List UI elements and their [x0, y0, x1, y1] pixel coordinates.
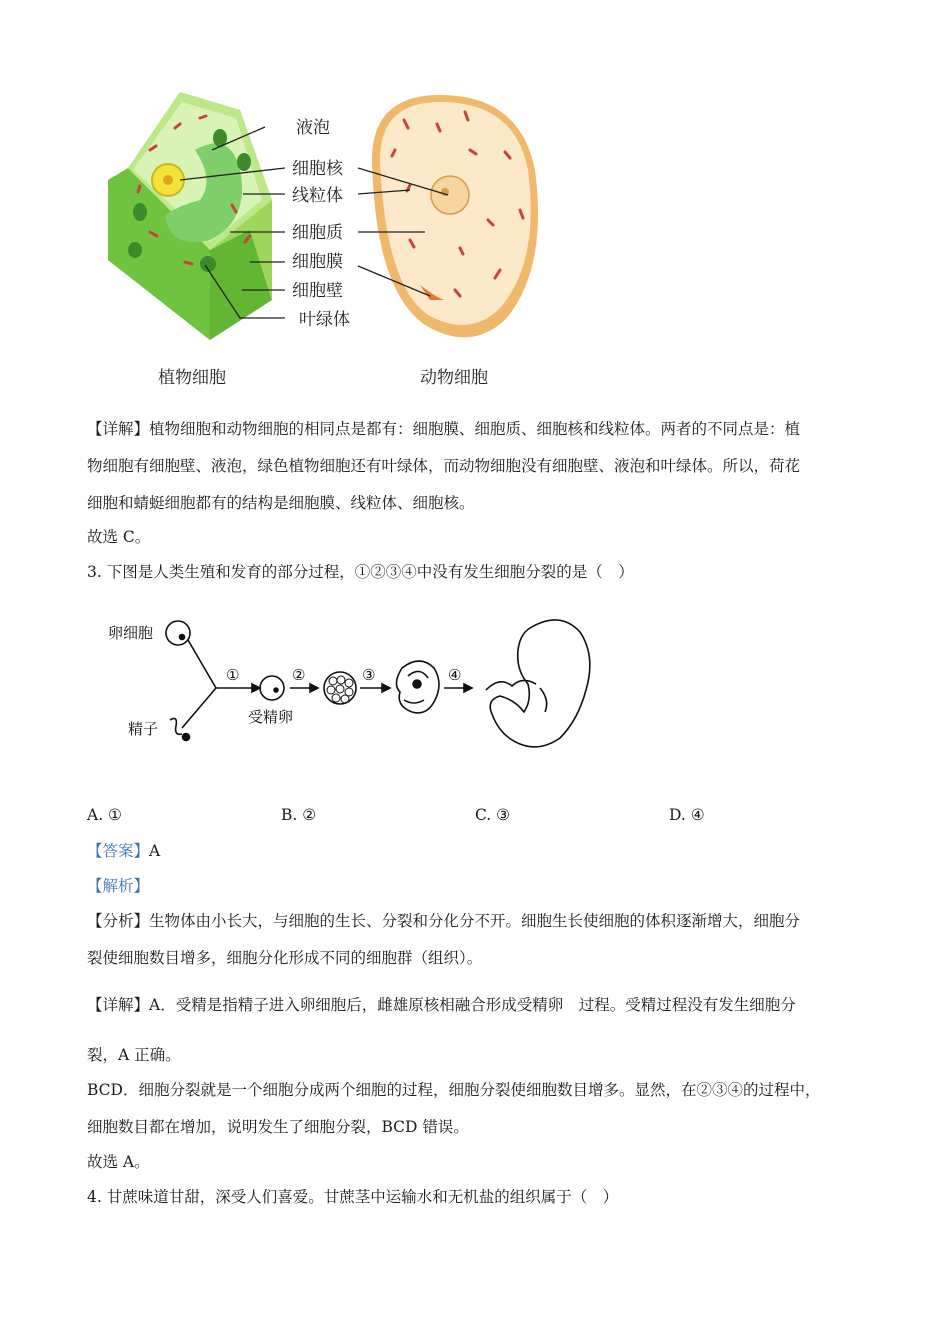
label-chloroplast: 叶绿体 — [299, 310, 350, 330]
plant-cell-caption: 植物细胞 — [158, 368, 226, 388]
sperm-label: 精子 — [128, 720, 159, 738]
q3-analysis-line-1: 【分析】生物体由小长大，与细胞的生长、分裂和分化分不开。细胞生长使细胞的体积逐渐增大，细胞分 — [87, 912, 801, 930]
q3-detail-line-4: 细胞数目都在增加，说明发生了细胞分裂，BCD 错误。 — [87, 1118, 469, 1136]
q2-detail-line-1: 【详解】植物细胞和动物细胞的相同点是都有：细胞膜、细胞质、细胞核和线粒体。两者的不同点是：植 — [87, 420, 801, 438]
label-nucleus: 细胞核 — [292, 159, 343, 179]
q3-detail-line-1: 【详解】A．受精是指精子进入卵细胞后，雌雄原核相融合形成受精卵 过程。受精过程没有发生细胞分 — [87, 996, 796, 1014]
animal-cell-caption: 动物细胞 — [420, 368, 488, 388]
answer-tag: 【答案】 — [87, 842, 150, 860]
reproduction-process-figure — [0, 600, 950, 770]
q4-stem: 4. 甘蔗味道甘甜，深受人们喜爱。甘蔗茎中运输水和无机盐的组织属于（ ） — [87, 1188, 619, 1206]
plant-cell-diagram — [108, 92, 272, 340]
answer-value: A — [149, 842, 161, 860]
step-1-label: ① — [226, 666, 240, 684]
q3-answer — [87, 841, 160, 861]
cell-structure-figure — [0, 0, 950, 400]
label-wall: 细胞壁 — [292, 281, 343, 301]
q2-detail-line-3: 细胞和蜻蜓细胞都有的结构是细胞膜、线粒体、细胞核。 — [87, 494, 475, 512]
zygote-label: 受精卵 — [248, 708, 294, 726]
animal-cell-diagram — [372, 95, 538, 337]
egg-cell-label: 卵细胞 — [108, 624, 154, 642]
q3-stem: 3. 下图是人类生殖和发育的部分过程，①②③④中没有发生细胞分裂的是（ ） — [87, 563, 634, 581]
step-4-label: ④ — [448, 666, 462, 684]
q3-detail-line-2: 裂，A 正确。 — [87, 1046, 181, 1064]
step-3-label: ③ — [362, 666, 376, 684]
label-membrane: 细胞膜 — [292, 252, 343, 272]
q3-final-answer: 故选 A。 — [87, 1153, 150, 1171]
q3-option-b: B. ② — [281, 806, 317, 824]
q3-option-c: C. ③ — [475, 806, 511, 824]
q3-analysis-line-2: 裂使细胞数目增多，细胞分化形成不同的细胞群（组织）。 — [87, 949, 483, 967]
label-vacuole: 液泡 — [296, 118, 330, 138]
label-mitochondria: 线粒体 — [292, 186, 343, 206]
q3-option-a: A. ① — [87, 806, 122, 824]
q2-answer: 故选 C。 — [87, 528, 151, 546]
label-cytoplasm: 细胞质 — [292, 223, 343, 243]
q3-detail-line-3: BCD．细胞分裂就是一个细胞分成两个细胞的过程，细胞分裂使细胞数目增多。显然，在②③④的过程中， — [87, 1081, 821, 1099]
q2-detail-line-2: 物细胞有细胞壁、液泡，绿色植物细胞还有叶绿体，而动物细胞没有细胞壁、液泡和叶绿体。所以，荷花 — [87, 457, 801, 475]
step-2-label: ② — [292, 666, 306, 684]
q3-analysis-tag: 【解析】 — [87, 877, 150, 895]
q3-option-d: D. ④ — [669, 806, 705, 824]
